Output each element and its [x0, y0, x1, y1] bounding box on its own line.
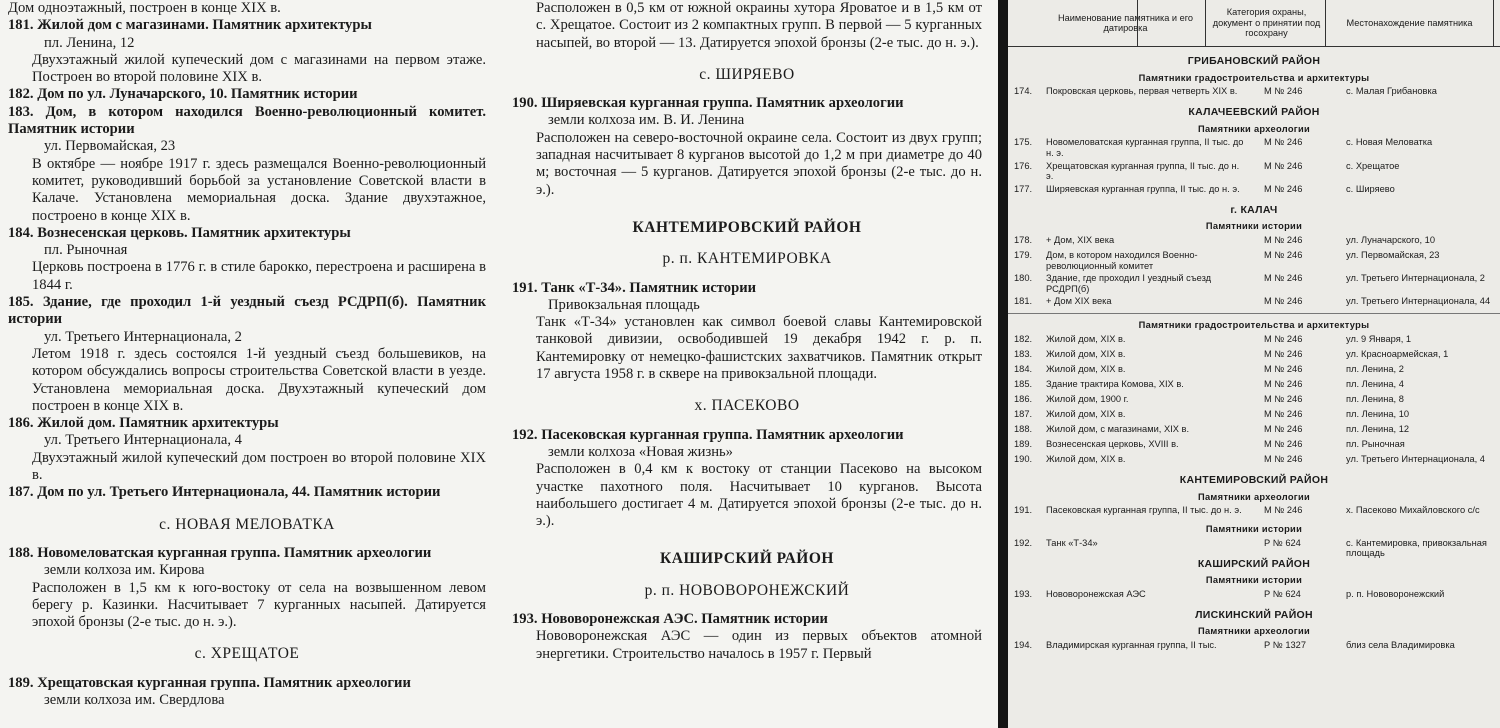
entry-address: ул. Третьего Интернационала, 2	[44, 328, 242, 345]
row-number: 185.	[1014, 378, 1033, 389]
row-location: ул. 9 Января, 1	[1346, 333, 1412, 344]
text-column-right	[512, 0, 982, 663]
row-category: М № 246	[1264, 408, 1303, 419]
row-number: 177.	[1014, 183, 1033, 194]
section-heading: Памятники истории	[1205, 221, 1303, 232]
row-category: М № 246	[1264, 363, 1303, 374]
row-category: М № 246	[1264, 86, 1303, 97]
district-heading: КАНТЕМИРОВСКИЙ РАЙОН	[632, 218, 862, 236]
place-heading: р. п. НОВОВОРОНЕЖСКИЙ	[644, 581, 850, 599]
place-heading: с. НОВАЯ МЕЛОВАТКА	[159, 515, 335, 533]
row-number: 179.	[1014, 249, 1033, 260]
row-category: М № 246	[1264, 423, 1303, 434]
district-heading: КАШИРСКИЙ РАЙОН	[660, 550, 834, 568]
table-row	[1008, 334, 1500, 347]
row-name: + Дом, XIX века	[1046, 234, 1115, 245]
row-category: М № 246	[1264, 234, 1303, 245]
table-row	[1008, 409, 1500, 422]
table-header	[1008, 0, 1500, 47]
row-category: М № 246	[1264, 438, 1303, 449]
place-heading: с. ШИРЯЕВО	[699, 65, 795, 83]
entry-heading: 181. Жилой дом с магазинами. Памятник архитектуры	[8, 17, 372, 34]
row-location: пл. Ленина, 10	[1346, 408, 1410, 419]
row-name: Жилой дом, XIX в.	[1046, 333, 1126, 344]
entry-heading: 185. Здание, где проходил 1-й уездный съезд РСДРП(б). Памятник истории	[8, 294, 486, 328]
row-name: Пасековская курганная группа, II тыс. до н. э.	[1046, 505, 1242, 516]
paragraph: Летом 1918 г. здесь состоялся 1-й уездный съезд большевиков, на котором обсуждались вопросы строительства Советской власти в уезде. Установлена мемориальная доска. Двухэтажный купеческий дом построен в конце XIX в.	[32, 345, 486, 414]
table-row	[1008, 296, 1500, 309]
row-name: Жилой дом, XIX в.	[1046, 363, 1126, 374]
row-location: пл. Ленина, 8	[1346, 393, 1404, 404]
row-category: М № 246	[1264, 296, 1303, 307]
paragraph: Танк «Т-34» установлен как символ боевой славы Кантемировской танковой дивизии, освободившей 19 декабря 1942 г. р. п. Кантемировку от немецко-фашистских захватчиков. Памятник открыт 17 августа 1958 г. в сквере на привокзальной площади.	[536, 314, 982, 383]
table-row	[1008, 364, 1500, 377]
row-location: пл. Ленина, 4	[1346, 378, 1404, 389]
row-category: М № 246	[1264, 378, 1303, 389]
entry-heading: 184. Вознесенская церковь. Памятник архитектуры	[8, 224, 351, 241]
section-heading: Памятники градостроительства и архитектуры	[1138, 72, 1370, 83]
row-location: ул. Первомайская, 23	[1346, 249, 1440, 260]
table-row	[1008, 439, 1500, 452]
row-category: М № 246	[1264, 183, 1303, 194]
section-heading: Памятники истории	[1205, 575, 1303, 586]
table-row	[1008, 250, 1500, 271]
table-row	[1008, 379, 1500, 392]
row-number: 184.	[1014, 363, 1033, 374]
row-name: + Дом XIX века	[1046, 296, 1112, 307]
row-name: Здание, где проходил I уездный съезд РСДРП(б)	[1046, 273, 1212, 294]
section-heading: Памятники градостроительства и архитектуры	[1138, 320, 1370, 331]
entry-address: ул. Первомайская, 23	[44, 138, 176, 155]
row-number: 190.	[1014, 453, 1033, 464]
entry-address: пл. Рыночная	[44, 242, 128, 259]
row-number: 193.	[1014, 588, 1033, 599]
paragraph: В октябре — ноябре 1917 г. здесь размещался Военно-революционный комитет, руководивший борьбой за установление Советской власти в Калаче. Установлена мемориальная доска. Здание двухэтажное, построено в конце XIX в.	[32, 155, 486, 224]
row-category: Р № 624	[1264, 537, 1301, 548]
row-number: 188.	[1014, 423, 1033, 434]
row-location: ул. Третьего Интернационала, 4	[1346, 453, 1485, 464]
entry-heading: 183. Дом, в котором находился Военно-революционный комитет. Памятник истории	[8, 103, 486, 138]
row-location: р. п. Нововоронежский	[1346, 588, 1445, 599]
row-location: с. Ширяево	[1346, 183, 1395, 194]
row-location: близ села Владимировка	[1346, 640, 1455, 651]
paragraph: Дом одноэтажный, построен в конце XIX в.	[8, 0, 281, 16]
section-heading: Памятники истории	[1205, 524, 1303, 535]
entry-address: земли колхоза им. Свердлова	[44, 691, 225, 708]
row-name: Жилой дом, 1900 г.	[1046, 393, 1129, 404]
row-number: 191.	[1014, 505, 1033, 516]
entry-heading: 191. Танк «Т-34». Памятник истории	[512, 279, 757, 296]
row-number: 174.	[1014, 86, 1033, 97]
table-row	[1008, 454, 1500, 467]
row-name: Хрещатовская курганная группа, II тыс. до н. э.	[1046, 160, 1240, 182]
entry-heading: 192. Пасековская курганная группа. Памятник археологии	[512, 426, 904, 443]
table-row	[1008, 184, 1500, 197]
header-category: Категория охраны, документ о принятии под госохрану	[1208, 0, 1326, 46]
table-row	[1008, 349, 1500, 362]
district-heading: ЛИСКИНСКИЙ РАЙОН	[1195, 608, 1313, 621]
place-heading: х. ПАСЕКОВО	[694, 397, 800, 415]
table-row	[1008, 273, 1500, 294]
row-category: М № 246	[1264, 505, 1303, 516]
row-location: с. Хрещатое	[1346, 160, 1400, 171]
row-category: М № 246	[1264, 393, 1303, 404]
district-heading: КАЛАЧЕЕВСКИЙ РАЙОН	[1188, 106, 1320, 119]
table-row	[1008, 86, 1500, 99]
entry-address: Привокзальная площадь	[548, 296, 700, 313]
section-heading: Памятники археологии	[1197, 491, 1311, 502]
row-name: Жилой дом, XIX в.	[1046, 408, 1126, 419]
paragraph: Двухэтажный жилой купеческий дом с магазинами на первом этаже. Построен во второй половине XIX в.	[32, 51, 486, 86]
row-category: М № 246	[1264, 273, 1303, 284]
row-name: Жилой дом, XIX в.	[1046, 453, 1126, 464]
place-heading: р. п. КАНТЕМИРОВКА	[662, 250, 832, 268]
table-row	[1008, 589, 1500, 602]
row-location: х. Пасеково Михайловского с/с	[1346, 505, 1480, 516]
row-location: ул. Красноармейская, 1	[1346, 348, 1449, 359]
header-location: Местонахождение памятника	[1326, 0, 1494, 46]
table-row	[1008, 640, 1500, 653]
row-location: ул. Третьего Интернационала, 2	[1346, 273, 1485, 284]
row-number: 194.	[1014, 640, 1033, 651]
row-name: Покровская церковь, первая четверть XIX в.	[1046, 86, 1238, 97]
section-heading: Памятники археологии	[1197, 626, 1311, 637]
paragraph: Расположен в 1,5 км к юго-востоку от села на возвышенном левом берегу р. Казинки. Насчитывает 7 курганных насыпей. Датируется эпохой бронзы (2-е тыс. до н. э.).	[32, 579, 486, 631]
row-number: 178.	[1014, 234, 1033, 245]
row-number: 187.	[1014, 408, 1033, 419]
entry-address: пл. Ленина, 12	[44, 34, 135, 51]
row-number: 181.	[1014, 296, 1033, 307]
table-row	[1008, 537, 1500, 559]
row-number: 182.	[1014, 333, 1033, 344]
row-location: с. Кантемировка, привокзальная площадь	[1346, 537, 1487, 559]
row-name: Ширяевская курганная группа, II тыс. до н. э.	[1046, 183, 1240, 194]
row-location: пл. Рыночная	[1346, 438, 1405, 449]
entry-heading: 182. Дом по ул. Луначарского, 10. Памятник истории	[8, 86, 358, 103]
row-category: М № 246	[1264, 137, 1303, 148]
place-heading: с. ХРЕЩАТОЕ	[194, 645, 300, 663]
entry-heading: 186. Жилой дом. Памятник архитектуры	[8, 415, 279, 432]
row-location: пл. Ленина, 12	[1346, 423, 1410, 434]
row-number: 175.	[1014, 137, 1033, 148]
row-name: Вознесенская церковь, XVIII в.	[1046, 438, 1179, 449]
row-location: пл. Ленина, 2	[1346, 363, 1404, 374]
entry-heading: 190. Ширяевская курганная группа. Памятник археологии	[512, 95, 904, 112]
text-column-left	[8, 0, 486, 709]
row-category: М № 246	[1264, 348, 1303, 359]
monument-table	[1008, 48, 1500, 655]
page-gutter	[998, 0, 1008, 728]
row-location: ул. Луначарского, 10	[1346, 234, 1436, 245]
section-heading: Памятники археологии	[1197, 123, 1311, 134]
paragraph: Двухэтажный жилой купеческий дом построен во второй половине XIX в.	[32, 449, 486, 484]
table-divider	[1008, 313, 1500, 314]
table-row	[1008, 505, 1500, 518]
row-number: 183.	[1014, 348, 1033, 359]
row-name: Новомеловатская курганная группа, II тыс. до н. э.	[1046, 137, 1244, 158]
row-name: Танк «Т-34»	[1046, 537, 1098, 548]
paragraph: Расположен в 0,4 км к востоку от станции Пасеково на высоком участке пахотного поля. Насчитывает 10 курганов. Высота наибольшего достигает 4 м. Датируется эпохой бронзы (2-е тыс. до н. э.).	[536, 461, 982, 530]
entry-heading: 189. Хрещатовская курганная группа. Памятник археологии	[8, 674, 411, 691]
table-row	[1008, 161, 1500, 182]
row-name: Здание трактира Комова, XIX в.	[1046, 378, 1184, 389]
row-name: Нововоронежская АЭС	[1046, 588, 1146, 599]
table-row	[1008, 424, 1500, 437]
paragraph: Расположен на северо-восточной окраине села. Состоит из двух групп; западная насчитывает 8 курганов высотой до 1,2 м при диаметре до 40 м; восточная — 5 курганов. Датируется эпохой бронзы (2-е тыс. до н. э.).	[536, 129, 982, 198]
row-location: ул. Третьего Интернационала, 44	[1346, 296, 1491, 307]
row-name: Жилой дом, с магазинами, XIX в.	[1046, 423, 1190, 434]
paragraph: Церковь построена в 1776 г. в стиле барокко, перестроена и расширена в 1844 г.	[32, 259, 486, 293]
district-heading: КАНТЕМИРОВСКИЙ РАЙОН	[1179, 473, 1329, 486]
district-heading: КАШИРСКИЙ РАЙОН	[1197, 557, 1311, 570]
table-row	[1008, 137, 1500, 158]
right-book-page	[1008, 0, 1500, 728]
row-category: М № 246	[1264, 453, 1303, 464]
district-heading: г. КАЛАЧ	[1230, 203, 1278, 216]
row-location: с. Малая Грибановка	[1346, 86, 1437, 97]
row-number: 176.	[1014, 160, 1033, 171]
table-row	[1008, 235, 1500, 248]
row-category: Р № 1327	[1264, 640, 1307, 651]
entry-heading: 188. Новомеловатская курганная группа. Памятник археологии	[8, 544, 432, 561]
row-number: 180.	[1014, 273, 1033, 284]
row-name: Жилой дом, XIX в.	[1046, 348, 1126, 359]
row-category: М № 246	[1264, 249, 1303, 260]
row-number: 192.	[1014, 537, 1033, 548]
entry-address: земли колхоза им. Кирова	[44, 562, 205, 579]
row-number: 186.	[1014, 393, 1033, 404]
entry-address: ул. Третьего Интернационала, 4	[44, 432, 242, 449]
row-category: М № 246	[1264, 333, 1303, 344]
entry-heading: 193. Нововоронежская АЭС. Памятник истории	[512, 611, 828, 628]
header-name: Наименование памятника и его датировка	[1046, 0, 1206, 46]
row-location: с. Новая Меловатка	[1346, 137, 1433, 148]
table-row	[1008, 394, 1500, 407]
entry-heading: 187. Дом по ул. Третьего Интернационала, 44. Памятник истории	[8, 484, 441, 501]
row-name: Дом, в котором находился Военно-революционный комитет	[1046, 249, 1198, 271]
paragraph: Расположен в 0,5 км от южной окраины хутора Яроватое и в 1,5 км от с. Хрещатое. Состоит из 2 компактных групп. В первой — 5 курганных насыпей, во второй — 13. Датируется эпохой бронзы (2-е тыс. до н. э.).	[536, 0, 982, 51]
row-number: 189.	[1014, 438, 1033, 449]
entry-address: земли колхоза им. В. И. Ленина	[548, 112, 745, 129]
row-name: Владимирская курганная группа, II тыс.	[1046, 640, 1217, 651]
paragraph: Нововоронежская АЭС — один из первых объектов атомной энергетики. Строительство началось в 1957 г. Первый	[536, 628, 982, 662]
row-category: М № 246	[1264, 160, 1303, 171]
entry-address: земли колхоза «Новая жизнь»	[548, 443, 733, 460]
row-category: Р № 624	[1264, 588, 1301, 599]
district-heading: ГРИБАНОВСКИЙ РАЙОН	[1187, 55, 1321, 67]
